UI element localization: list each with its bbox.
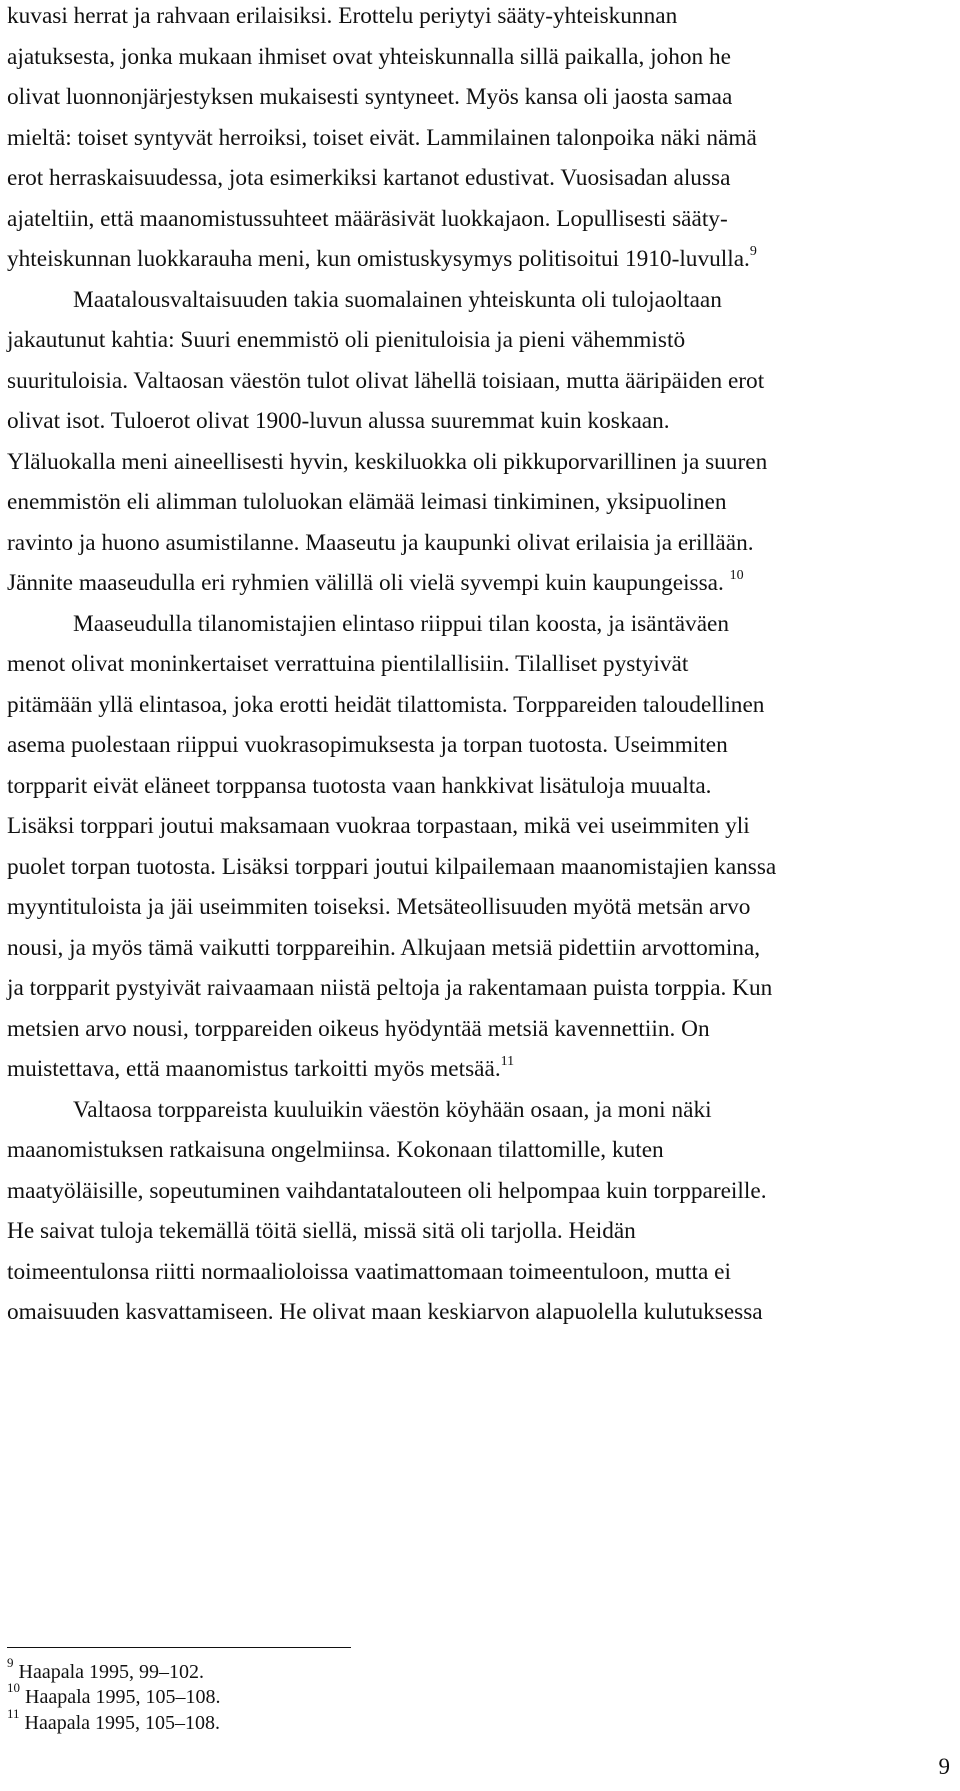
body-line: [7, 326, 685, 354]
body-line: [7, 245, 757, 273]
page-number: 9: [938, 1754, 950, 1779]
body-line: [7, 1258, 731, 1286]
body-line: [7, 1136, 664, 1164]
body-line-text: Valtaosa torppareista kuuluikin väestön köyhään osaan, ja moni näki: [73, 1097, 712, 1123]
body-line-text: Lisäksi torppari joutui maksamaan vuokraa torpastaan, mikä vei useimmiten yli: [7, 813, 750, 839]
body-line-text: kuvasi herrat ja rahvaan erilaisiksi. Erottelu periytyi sääty-yhteiskunnan: [7, 3, 678, 29]
body-line: [7, 569, 744, 597]
footnote-text: Haapala 1995, 105–108.: [25, 1686, 221, 1708]
body-line: [7, 934, 760, 962]
body-line: [7, 731, 728, 759]
body-line: [7, 1055, 514, 1083]
body-line: [7, 164, 730, 192]
body-line-text: mieltä: toiset syntyvät herroiksi, toiset eivät. Lammilainen talonpoika näki nämä: [7, 125, 757, 151]
body-line: [7, 529, 754, 557]
body-line-text: menot olivat moninkertaiset verrattuina pientilallisiin. Tilalliset pystyivät: [7, 651, 689, 677]
body-line-text: ravinto ja huono asumistilanne. Maaseutu ja kaupunki olivat erilaisia ja erillään.: [7, 530, 754, 556]
body-line: [73, 610, 729, 638]
body-line-text: erot herraskaisuudessa, jota esimerkiksi kartanot edustivat. Vuosisadan alussa: [7, 165, 731, 191]
body-line: [7, 1217, 636, 1245]
footnote: [7, 1706, 221, 1735]
body-line-text: yhteiskunnan luokkarauha meni, kun omistuskysymys politisoitui 1910-luvulla.: [7, 246, 750, 272]
body-line: [7, 488, 726, 516]
body-line-text: ja torpparit pystyivät raivaamaan niistä peltoja ja rakentamaan puista torppia. Kun: [7, 975, 773, 1001]
body-line-text: enemmistön eli alimman tuloluokan elämää leimasi tinkiminen, yksipuolinen: [7, 489, 727, 515]
body-line: [7, 2, 677, 30]
body-line-text: toimeentulonsa riitti normaalioloissa vaatimattomaan toimeentuloon, mutta ei: [7, 1259, 731, 1285]
body-line: [7, 853, 776, 881]
body-line-text: muistettava, että maanomistus tarkoitti myös metsää.: [7, 1056, 501, 1082]
body-line: [7, 1015, 710, 1043]
body-line-text: Maatalousvaltaisuuden takia suomalainen yhteiskunta oli tulojaoltaan: [73, 287, 722, 313]
body-line: [7, 650, 688, 678]
body-line-text: maatyöläisille, sopeutuminen vaihdantatalouteen oli helpompaa kuin torppareille.: [7, 1178, 767, 1204]
footnote-number: 10: [7, 1680, 20, 1696]
body-line: [7, 812, 750, 840]
body-line: [7, 772, 712, 800]
footnote-ref: 11: [500, 1054, 515, 1070]
footnote-text: Haapala 1995, 99–102.: [18, 1661, 205, 1683]
body-line-text: suurituloisia. Valtaosan väestön tulot olivat lähellä toisiaan, mutta ääripäiden erot: [7, 368, 765, 394]
body-line-text: ajatuksesta, jonka mukaan ihmiset ovat yhteiskunnalla sillä paikalla, johon he: [7, 44, 731, 70]
body-line-text: olivat isot. Tuloerot olivat 1900-luvun alussa suuremmat kuin koskaan.: [7, 408, 670, 434]
body-line: [7, 367, 764, 395]
footnote-number: 11: [7, 1706, 20, 1722]
footnote: [7, 1655, 205, 1684]
body-line-text: nousi, ja myös tämä vaikutti torppareihin. Alkujaan metsiä pidettiin arvottomina,: [7, 935, 761, 961]
footnote-text: Haapala 1995, 105–108.: [24, 1712, 221, 1734]
body-line: [7, 448, 767, 476]
body-line-text: metsien arvo nousi, torppareiden oikeus hyödyntää metsiä kavennettiin. On: [7, 1016, 710, 1042]
body-line-text: jakautunut kahtia: Suuri enemmistö oli pienituloisia ja pieni vähemmistö: [7, 327, 686, 353]
body-line-text: ajateltiin, että maanomistussuhteet määräsivät luokkajaon. Lopullisesti sääty-: [7, 206, 728, 232]
body-line-text: torpparit eivät eläneet torppansa tuotosta vaan hankkivat lisätuloja muualta.: [7, 773, 712, 799]
footnote-ref: 9: [749, 244, 757, 260]
body-line-text: omaisuuden kasvattamiseen. He olivat maan keskiarvon alapuolella kulutuksessa: [7, 1299, 763, 1325]
body-line: [73, 286, 722, 314]
body-line-text: puolet torpan tuotosta. Lisäksi torppari joutui kilpailemaan maanomistajien kanssa: [7, 854, 777, 880]
footnote: [7, 1680, 221, 1709]
body-line: [7, 893, 750, 921]
body-line-text: maanomistuksen ratkaisuna ongelmiinsa. Kokonaan tilattomille, kuten: [7, 1137, 664, 1163]
body-line: [7, 1298, 763, 1326]
body-line-text: pitämään yllä elintasoa, joka erotti heidät tilattomista. Torppareiden taloudellinen: [7, 692, 765, 718]
footnote-ref: 10: [729, 568, 744, 584]
body-line: [7, 83, 732, 111]
body-line-text: He saivat tuloja tekemällä töitä siellä, missä sitä oli tarjolla. Heidän: [7, 1218, 636, 1244]
body-line-text: Jännite maaseudulla eri ryhmien välillä oli vielä syvempi kuin kaupungeissa.: [7, 570, 730, 596]
body-line: [7, 124, 757, 152]
body-line: [7, 205, 728, 233]
body-line: [73, 1096, 712, 1124]
body-line: [7, 691, 764, 719]
body-line-text: olivat luonnonjärjestyksen mukaisesti syntyneet. Myös kansa oli jaosta samaa: [7, 84, 733, 110]
body-line-text: Yläluokalla meni aineellisesti hyvin, keskiluokka oli pikkuporvarillinen ja suuren: [7, 449, 768, 475]
body-line: [7, 1177, 767, 1205]
footnote-separator: [7, 1647, 351, 1648]
body-line: [7, 974, 772, 1002]
footnote-number: 9: [7, 1655, 14, 1671]
body-line: [7, 407, 670, 435]
body-line: [7, 43, 731, 71]
body-line-text: Maaseudulla tilanomistajien elintaso riippui tilan koosta, ja isäntäväen: [73, 611, 730, 637]
body-line-text: myyntituloista ja jäi useimmiten toiseksi. Metsäteollisuuden myötä metsän arvo: [7, 894, 751, 920]
body-line-text: asema puolestaan riippui vuokrasopimuksesta ja torpan tuotosta. Useimmiten: [7, 732, 728, 758]
